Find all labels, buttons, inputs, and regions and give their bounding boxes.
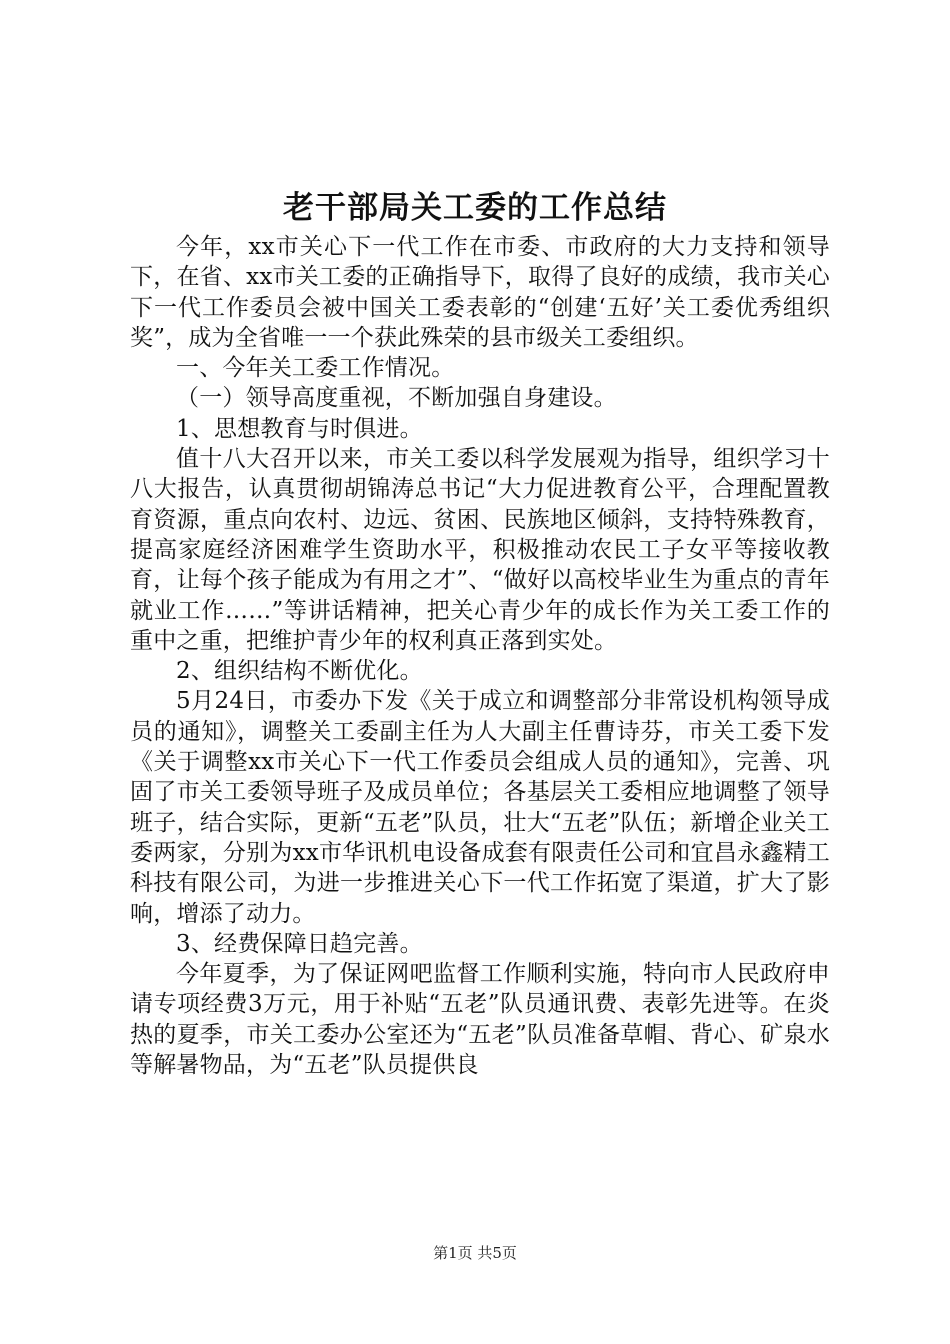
page-footer: 第1页 共5页 bbox=[433, 1244, 517, 1262]
document-body bbox=[130, 232, 830, 1080]
item-heading-1: 1、思想教育与时俱进。 bbox=[176, 415, 423, 442]
section-heading-1: 一、今年关工委工作情况。 bbox=[176, 355, 455, 382]
paragraph-organization: 5月24日，市委办下发《关于成立和调整部分非常设机构领导成员的通知》，调整关工委副主任为人大副主任曹诗芬，市关工委下发《关于调整xx市关心下一代工作委员会组成人员的通知》，完善、巩固了市关工委领导班子及成员单位；各基层关工委相应地调整了领导班子，结合实际，更新“五老”队员，壮大“五老”队伍；新增企业关工委两家，分别为xx市华讯机电设备成套有限责任公司和宜昌永鑫精工科技有限公司，为进一步推进关心下一代工作拓宽了渠道，扩大了影响，增添了动力。 bbox=[130, 688, 830, 927]
paragraph-funding: 今年夏季，为了保证网吧监督工作顺利实施，特向市人民政府申请专项经费3万元，用于补贴“五老”队员通讯费、表彰先进等。在炎热的夏季，市关工委办公室还为“五老”队员准备草帽、背心、矿泉水等解暑物品，为“五老”队员提供良 bbox=[130, 961, 830, 1079]
subsection-heading-1: （一）领导高度重视，不断加强自身建设。 bbox=[176, 385, 617, 412]
document-title: 老干部局关工委的工作总结 bbox=[283, 190, 667, 226]
item-heading-3: 3、经费保障日趋完善。 bbox=[176, 930, 423, 957]
paragraph-intro: 今年，xx市关心下一代工作在市委、市政府的大力支持和领导下，在省、xx市关工委的正确指导下，取得了良好的成绩，我市关心下一代工作委员会被中国关工委表彰的“创建‘五好’关工委优秀组织奖”，成为全省唯一一个获此殊荣的县市级关工委组织。 bbox=[130, 234, 830, 351]
paragraph-ideology: 值十八大召开以来，市关工委以科学发展观为指导，组织学习十八大报告，认真贯彻胡锦涛总书记“大力促进教育公平，合理配置教育资源，重点向农村、边远、贫困、民族地区倾斜，支持特殊教育，提高家庭经济困难学生资助水平，积极推动农民工子女平等接收教育，让每个孩子能成为有用之才”、“做好以高校毕业生为重点的青年就业工作……”等讲话精神，把关心青少年的成长作为关工委工作的重中之重，把维护青少年的权利真正落到实处。 bbox=[130, 446, 830, 654]
item-heading-2: 2、组织结构不断优化。 bbox=[176, 658, 423, 685]
